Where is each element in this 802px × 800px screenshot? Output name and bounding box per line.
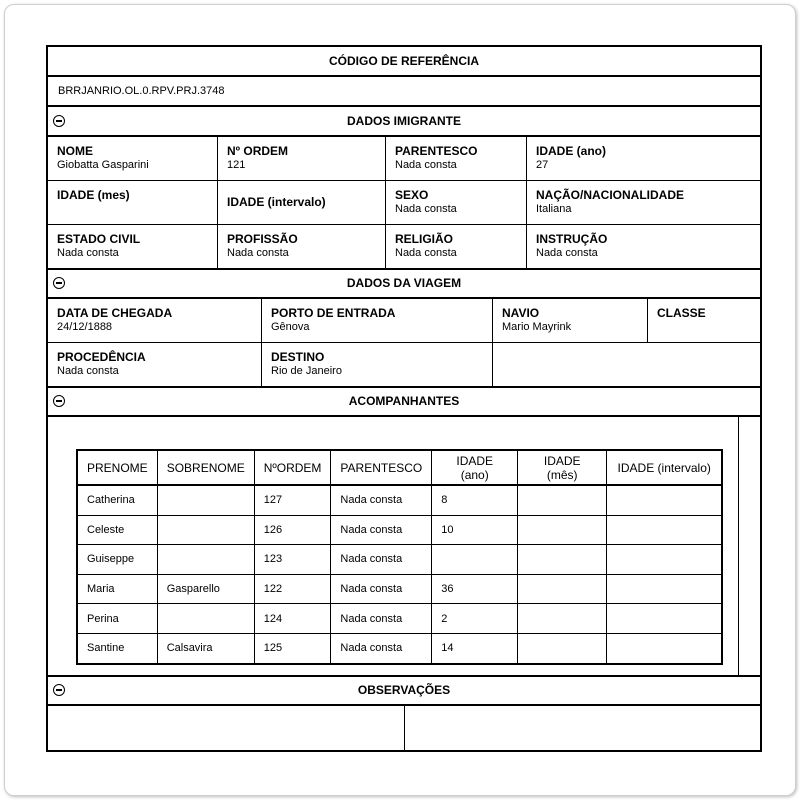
observations-section-header xyxy=(48,677,760,706)
observations-section-title: OBSERVAÇÕES xyxy=(357,683,451,697)
field-value: 121 xyxy=(227,159,246,171)
column-header: PARENTESCO xyxy=(331,450,432,485)
column-header: IDADE (mês) xyxy=(518,450,607,485)
field-estado-civil xyxy=(48,225,218,268)
table-cell xyxy=(607,574,723,604)
immigrant-section-title: DADOS IMIGRANTE xyxy=(347,114,461,128)
column-header: IDADE (ano) xyxy=(432,450,518,485)
table-cell: Gasparello xyxy=(157,574,254,604)
field-label: PORTO DE ENTRADA xyxy=(271,306,396,320)
table-cell: 14 xyxy=(432,633,518,663)
field-nacionalidade xyxy=(527,181,760,225)
field-value: Mario Mayrink xyxy=(502,321,572,333)
table-cell: Nada consta xyxy=(331,485,432,515)
table-cell: Nada consta xyxy=(331,633,432,663)
field-label: IDADE (mes) xyxy=(57,188,130,202)
companions-panel xyxy=(48,417,760,677)
table-cell xyxy=(518,485,607,515)
table-cell: 36 xyxy=(432,574,518,604)
table-cell: Perina xyxy=(77,604,157,634)
table-cell: Nada consta xyxy=(331,515,432,545)
table-cell: Catherina xyxy=(77,485,157,515)
field-value: Nada consta xyxy=(536,247,598,259)
field-label: NAVIO xyxy=(502,306,540,320)
table-cell xyxy=(518,574,607,604)
reference-header-title: CÓDIGO DE REFERÊNCIA xyxy=(328,54,479,68)
field-label: NOME xyxy=(57,144,93,158)
field-value: Nada consta xyxy=(57,247,119,259)
field-destino xyxy=(262,343,493,386)
companions-table xyxy=(76,449,723,665)
voyage-data-grid xyxy=(48,299,760,388)
field-value: Nada consta xyxy=(57,365,119,377)
field-value: 27 xyxy=(536,159,549,171)
table-row xyxy=(77,574,722,604)
table-cell: 124 xyxy=(254,604,331,634)
companions-section-header xyxy=(48,388,760,417)
field-value: Nada consta xyxy=(395,247,457,259)
table-cell xyxy=(518,515,607,545)
table-cell xyxy=(607,604,723,634)
field-classe xyxy=(648,299,760,343)
observations-area xyxy=(48,706,760,750)
collapse-immigrant-icon[interactable] xyxy=(53,115,65,127)
field-label: IDADE (intervalo) xyxy=(227,195,326,209)
field-porto xyxy=(262,299,493,343)
field-ordem xyxy=(218,137,386,181)
field-nome xyxy=(48,137,218,181)
field-label: Nº ORDEM xyxy=(227,144,289,158)
collapse-observations-icon[interactable] xyxy=(53,684,65,696)
table-cell xyxy=(607,545,723,575)
table-cell: Santine xyxy=(77,633,157,663)
table-cell: Nada consta xyxy=(331,604,432,634)
field-profissao xyxy=(218,225,386,268)
table-cell: Nada consta xyxy=(331,574,432,604)
reference-header xyxy=(48,47,760,77)
table-cell xyxy=(607,485,723,515)
field-value: Nada consta xyxy=(395,159,457,171)
table-row xyxy=(77,633,722,663)
field-label: NAÇÃO/NACIONALIDADE xyxy=(536,188,684,202)
field-data-chegada xyxy=(48,299,262,343)
field-label: ESTADO CIVIL xyxy=(57,232,141,246)
field-label: PARENTESCO xyxy=(395,144,478,158)
table-cell: 125 xyxy=(254,633,331,663)
field-label: DATA DE CHEGADA xyxy=(57,306,173,320)
field-instrucao xyxy=(527,225,760,268)
table-cell: 10 xyxy=(432,515,518,545)
immigrant-data-grid xyxy=(48,137,760,270)
field-label: PROFISSÃO xyxy=(227,232,298,246)
field-idade-ano xyxy=(527,137,760,181)
empty-cell xyxy=(493,343,760,386)
table-cell xyxy=(518,604,607,634)
table-cell: Calsavira xyxy=(157,633,254,663)
field-label: PROCEDÊNCIA xyxy=(57,350,146,364)
table-row xyxy=(77,604,722,634)
field-procedencia xyxy=(48,343,262,386)
table-row xyxy=(77,515,722,545)
table-cell: Celeste xyxy=(77,515,157,545)
table-cell: Nada consta xyxy=(331,545,432,575)
column-header: PRENOME xyxy=(77,450,157,485)
table-cell xyxy=(157,515,254,545)
immigrant-record-form xyxy=(46,45,762,752)
table-header-row xyxy=(77,450,722,485)
field-value: 24/12/1888 xyxy=(57,321,113,333)
field-value: Nada consta xyxy=(395,203,457,215)
table-cell: 127 xyxy=(254,485,331,515)
table-cell: 122 xyxy=(254,574,331,604)
field-sexo xyxy=(386,181,527,225)
field-navio xyxy=(493,299,648,343)
table-cell xyxy=(157,604,254,634)
collapse-voyage-icon[interactable] xyxy=(53,277,65,289)
observations-cell-right xyxy=(405,706,760,750)
table-cell xyxy=(607,515,723,545)
collapse-companions-icon[interactable] xyxy=(53,395,65,407)
field-label: IDADE (ano) xyxy=(536,144,606,158)
table-cell xyxy=(157,545,254,575)
field-label: INSTRUÇÃO xyxy=(536,232,608,246)
field-label: RELIGIÃO xyxy=(395,232,454,246)
table-row xyxy=(77,485,722,515)
observations-cell-left xyxy=(48,706,405,750)
table-cell: 8 xyxy=(432,485,518,515)
field-value: Rio de Janeiro xyxy=(271,365,342,377)
field-value: Gênova xyxy=(271,321,310,333)
table-cell xyxy=(432,545,518,575)
field-value: Nada consta xyxy=(227,247,289,259)
companions-section-title: ACOMPANHANTES xyxy=(348,394,460,408)
reference-code: BRRJANRIO.OL.0.RPV.PRJ.3748 xyxy=(48,77,760,107)
column-header: NºORDEM xyxy=(254,450,331,485)
table-cell: 123 xyxy=(254,545,331,575)
field-value: Giobatta Gasparini xyxy=(57,159,149,171)
table-cell: Maria xyxy=(77,574,157,604)
field-label: DESTINO xyxy=(271,350,325,364)
field-label: CLASSE xyxy=(657,306,706,320)
column-header: IDADE (intervalo) xyxy=(607,450,723,485)
table-cell: Guiseppe xyxy=(77,545,157,575)
voyage-section-title: DADOS DA VIAGEM xyxy=(346,276,462,290)
table-cell xyxy=(518,545,607,575)
table-row xyxy=(77,545,722,575)
field-idade-intervalo xyxy=(218,181,386,225)
column-header: SOBRENOME xyxy=(157,450,254,485)
table-cell xyxy=(607,633,723,663)
table-cell xyxy=(518,633,607,663)
field-idade-mes xyxy=(48,181,218,225)
voyage-section-header xyxy=(48,270,760,299)
field-label: SEXO xyxy=(395,188,429,202)
table-cell xyxy=(157,485,254,515)
companions-scrollbar[interactable] xyxy=(738,417,760,675)
field-parentesco xyxy=(386,137,527,181)
field-religiao xyxy=(386,225,527,268)
immigrant-section-header xyxy=(48,107,760,137)
field-value: Italiana xyxy=(536,203,572,215)
table-cell: 2 xyxy=(432,604,518,634)
table-cell: 126 xyxy=(254,515,331,545)
